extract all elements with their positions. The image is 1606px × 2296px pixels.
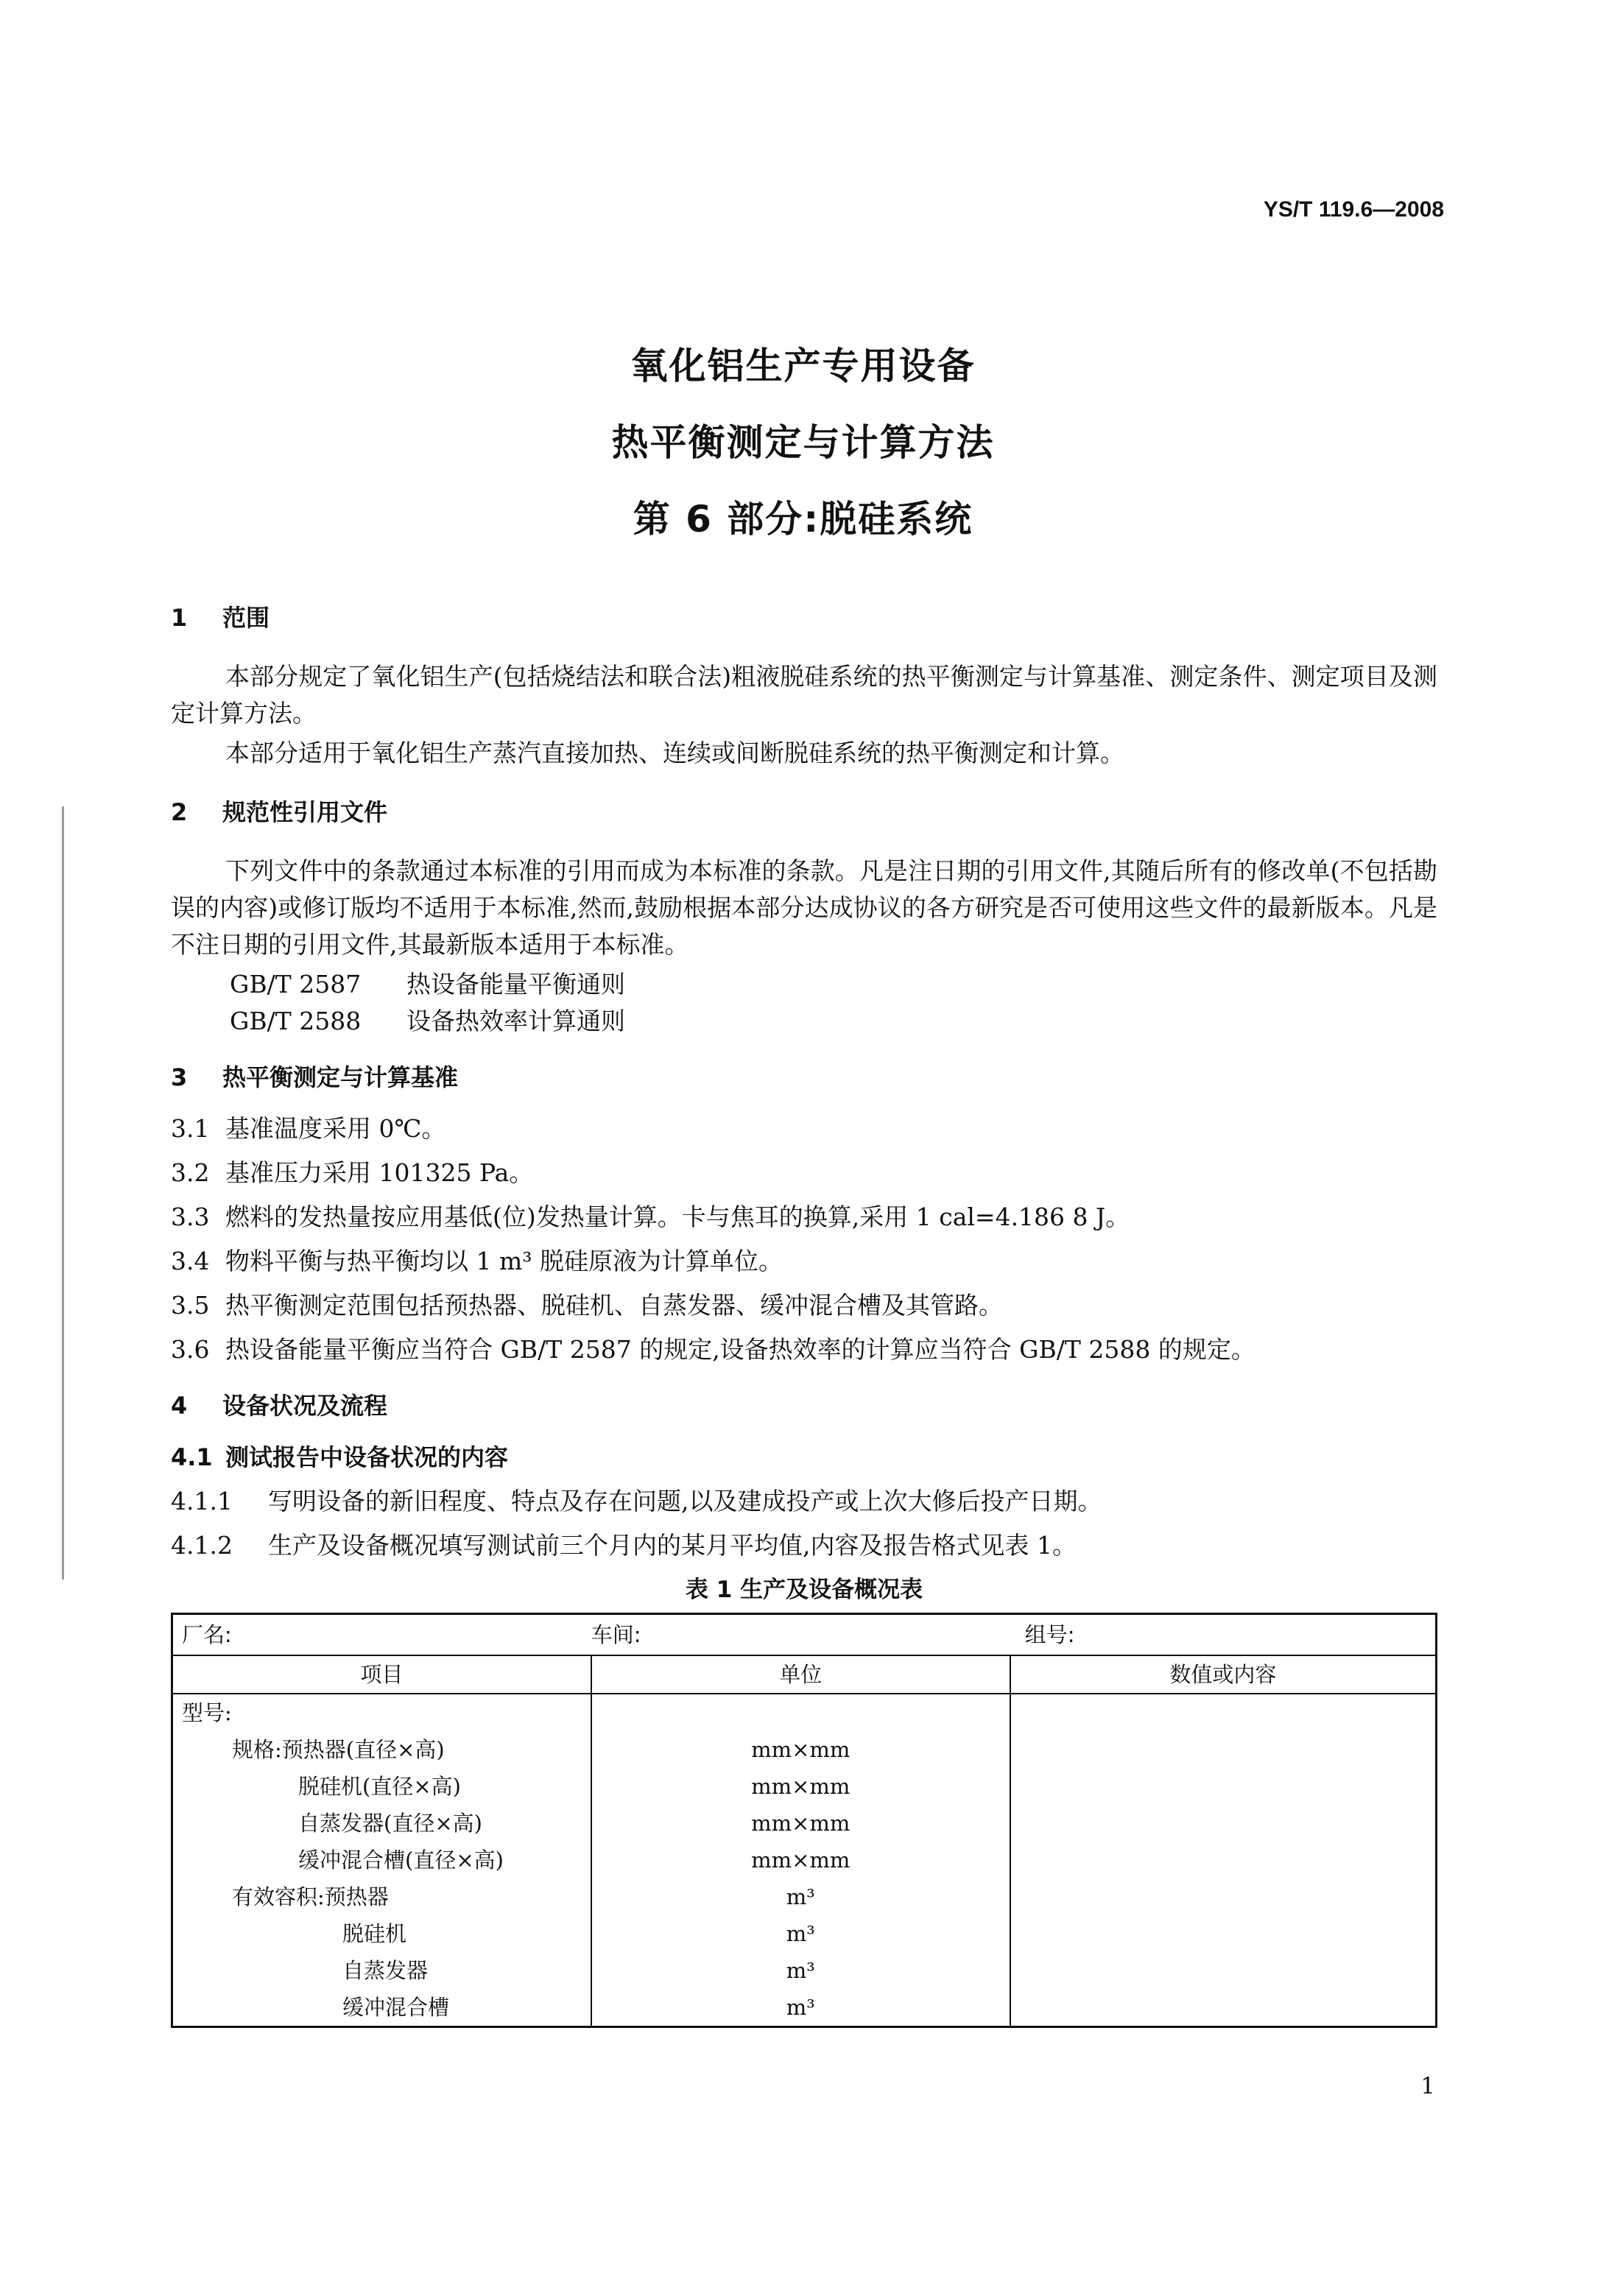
- table-1-title: 表 1 生产及设备概况表: [685, 1577, 923, 1603]
- table-row: 型号:: [172, 1694, 1437, 1731]
- section-1-paragraph-1: 本部分规定了氧化铝生产(包括烧结法和联合法)粗液脱硅系统的热平衡测定与计算基准、测定条件、测定项目及测定计算方法。: [171, 662, 1437, 728]
- table-row: 自蒸发器(直径×高) mm×mm: [172, 1805, 1437, 1842]
- standard-code: YS/T 119.6—2008: [1263, 197, 1444, 222]
- section-3-heading: 3 热平衡测定与计算基准: [171, 1063, 459, 1091]
- column-header: 数值或内容: [1010, 1655, 1437, 1694]
- title-line-2: 热平衡测定与计算方法: [611, 421, 995, 464]
- section-2-heading: 2 规范性引用文件: [171, 798, 388, 826]
- document-body: [171, 582, 1437, 2028]
- clause-3-6: 3.6 热设备能量平衡应当符合 GB/T 2587 的规定,设备热效率的计算应当符合 GB/T 2588 的规定。: [171, 1335, 1255, 1364]
- table-row: 自蒸发器 m³: [172, 1952, 1437, 1989]
- table-row: 缓冲混合槽(直径×高) mm×mm: [172, 1842, 1437, 1878]
- clause-4-1-1: 4.1.1 写明设备的新旧程度、特点及存在问题,以及建成投产或上次大修后投产日期。: [171, 1487, 1102, 1515]
- section-2-paragraph-1: 下列文件中的条款通过本标准的引用而成为本标准的条款。凡是注日期的引用文件,其随后所有的修改单(不包括勘误的内容)或修订版均不适用于本标准,然而,鼓励根据本部分达成协议的各方研究是否可使用这些文件的最新版本。凡是不注日期的引用文件,其最新版本适用于本标准。: [171, 856, 1437, 959]
- workshop-label: 车间:: [591, 1622, 641, 1647]
- clause-3-5: 3.5 热平衡测定范围包括预热器、脱硅机、自蒸发器、缓冲混合槽及其管路。: [171, 1291, 1003, 1320]
- table-header-row: [172, 1655, 1437, 1694]
- table-top-row: [172, 1614, 1437, 1656]
- factory-label: 厂名:: [182, 1622, 232, 1647]
- reference-item: GB/T 2587 热设备能量平衡通则: [230, 970, 625, 999]
- clause-3-1: 3.1 基准温度采用 0℃。: [171, 1114, 446, 1143]
- table-row: 脱硅机(直径×高) mm×mm: [172, 1768, 1437, 1805]
- document-title: [0, 328, 1606, 557]
- subsection-4-1-heading: 4.1 测试报告中设备状况的内容: [171, 1443, 509, 1471]
- table-row: 有效容积:预热器 m³: [172, 1878, 1437, 1915]
- column-header: 项目: [172, 1655, 591, 1694]
- title-line-3: 第 6 部分:脱硅系统: [633, 498, 973, 540]
- clause-3-4: 3.4 物料平衡与热平衡均以 1 m³ 脱硅原液为计算单位。: [171, 1247, 783, 1275]
- group-label: 组号:: [1024, 1622, 1075, 1647]
- section-4-heading: 4 设备状况及流程: [171, 1392, 388, 1420]
- scan-margin-line: [62, 806, 64, 1580]
- table-row: 脱硅机 m³: [172, 1915, 1437, 1952]
- page-number: 1: [1420, 2073, 1435, 2099]
- table-row: 缓冲混合槽 m³: [172, 1989, 1437, 2027]
- title-line-1: 氧化铝生产专用设备: [630, 345, 976, 387]
- clause-3-2: 3.2 基准压力采用 101325 Pa。: [171, 1158, 534, 1187]
- column-header: 单位: [591, 1655, 1010, 1694]
- reference-item: GB/T 2588 设备热效率计算通则: [230, 1007, 625, 1035]
- table-1: [171, 1613, 1437, 2028]
- section-1-paragraph-2: 本部分适用于氧化铝生产蒸汽直接加热、连续或间断脱硅系统的热平衡测定和计算。: [225, 739, 1124, 767]
- clause-3-3: 3.3 燃料的发热量按应用基低(位)发热量计算。卡与焦耳的换算,采用 1 cal=4.186 8 J。: [171, 1202, 1130, 1231]
- section-1-heading: 1 范围: [171, 604, 270, 632]
- clause-4-1-2: 4.1.2 生产及设备概况填写测试前三个月内的某月平均值,内容及报告格式见表 1。: [171, 1531, 1077, 1560]
- table-row: 规格:预热器(直径×高) mm×mm: [172, 1731, 1437, 1768]
